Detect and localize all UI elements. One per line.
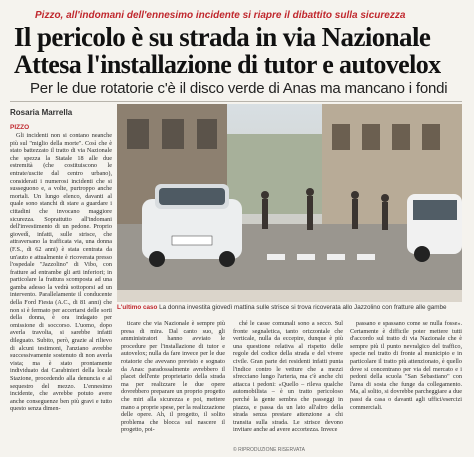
- dateline: PIZZO: [10, 124, 30, 131]
- headline-line-1: Il pericolo è su strada in via Nazionale: [14, 22, 431, 52]
- street-scene-image: [117, 104, 462, 302]
- white-car: [142, 184, 242, 267]
- news-photo: [117, 104, 462, 302]
- article-column-3: [233, 320, 343, 450]
- caption-text: La donna investita giovedì mattina sulle strisce si trova ricoverata allo Jazzolino con fratture alle gambe: [159, 304, 447, 311]
- column-2-text: ticare che via Nazionale è sempre più presa di mira. Dal canto suo, gli amministratori hanno avviato le procedure per l'installazione di tutor e autovelox; nulla da fare invece per le due rotatorie che avevano previsto e sognato da Anas: paradossalmente avrebbero il placet dell'ente proprietario della strada ma per realizzare le due opere dovrebbero preparare un proprio progetto che miri alla sicurezza e poi, mettere mano a proprie spese, per la realizzazione delle opere. Ah, il progetto, il solito problema che blocca sul nascere il progetto, poi-: [121, 320, 225, 434]
- article-column-2: [121, 320, 225, 450]
- article-column-1: [10, 132, 112, 450]
- column-1-text: Gli incidenti non si contano neanche più sul "miglio della morte". Così che è stato battezzato il tratto di via Nazionale che spezza la Statale 18 alle due estremità (che costituiscono le entrate/uscite dal centro urbano), considerati i numerosi incidenti che si susseguono e, a volte, purtroppo anche mortali. Un lungo elenco, davanti al quale sono stanchi di stare a guardare i cittadini che invocano maggiore sicurezza. Soprattutto all'indomani dell'investimento di un pedone. Proprio giovedì, infatti, sulle strisce, che attraversano la trafficata via, una donna (F.S., di 62 anni) è stata centrata da un'auto e attualmente è ricoverata presso l'ospedale "Jazzolino" di Vibo, con fratture ad entrambe gli arti inferiori; in particolare la frattura scomposta ad una gamba adesso la vedrà sottoporsi ad un intervento. Parallelamente il conducente della Ford Fiesta (A.C., di 81 anni) che non si è fermato per accertarsi delle sorti della donna, è ora indagato per omissione di soccorso. L'uomo, dopo averla travolta, si sarebbe infatti dileguato. Subito, però, grazie al rilievo di alcuni testimoni, l'anziano avrebbe successivamente sostenuto di non averla vista; ma è stato prontamente individuato dai Carabinieri della locale Stazione, procedendo alla denuncia e al sequestro del mezzo. L'ennesimo incidente, che avrebbe potuto avere anche conseguenze ben più gravi e tutto questo senza dimen-: [10, 132, 112, 413]
- column-4-text: passano e spassano come se nulla fosse». Certamente è difficile poter mettere tutti d'accordo sul tratto di via Nazionale che è sempre più il punto nevralgico del traffico, specie nel tratto di fronte al municipio e in particolare il tratto più attenzionato, è quello dove si concentrano per via del mercato e i pedoni della scuola "San Sebastiano" con l'area di sosta che funge da collegamento. Ma, al solito, si dovrebbe parcheggiare a due passi da casa o davanti agli uffici/esercizi commerciali.: [350, 320, 462, 411]
- caption-label: L'ultimo caso: [117, 304, 158, 311]
- kicker: Pizzo, all'indomani dell'ennesimo incidente si riapre il dibattito sulla sicurezza: [35, 10, 406, 21]
- subheadline: Per le due rotatorie c'è il disco verde di Anas ma mancano i fondi: [30, 80, 448, 97]
- divider: [10, 101, 462, 102]
- photo-caption: [117, 302, 462, 314]
- column-3-text: ché le casse comunali sono a secco. Sul fronte segnaletica, tanto orizzontale che verticale, nulla da eccepire, dunque è più una questione relativa al rispetto delle regole del codice della strada e del vivere civile. Gran parte dei residenti infatti punta l'indice contro le vetture che a mezzi sfrecciano lungo l'arteria, ma c'è anche chi attacca i pedoni: «Quello – rileva qualche automobilista – è un tratto pericoloso perché la gente sembra che passeggi in piazza, e passa da un lato all'altro della strada senza prestare attenzione a chi transita sulla strada. Le strisce devono invitare anche ad avere accortezza. Invece: [233, 320, 343, 434]
- parked-car-right: [407, 194, 462, 262]
- article-column-4: [350, 320, 462, 450]
- byline: Rosaria Marrella: [10, 108, 73, 117]
- headline-line-2: Attesa l'installazione di tutor e autovelox: [14, 50, 441, 79]
- copyright-notice: © RIPRODUZIONE RISERVATA: [233, 447, 305, 453]
